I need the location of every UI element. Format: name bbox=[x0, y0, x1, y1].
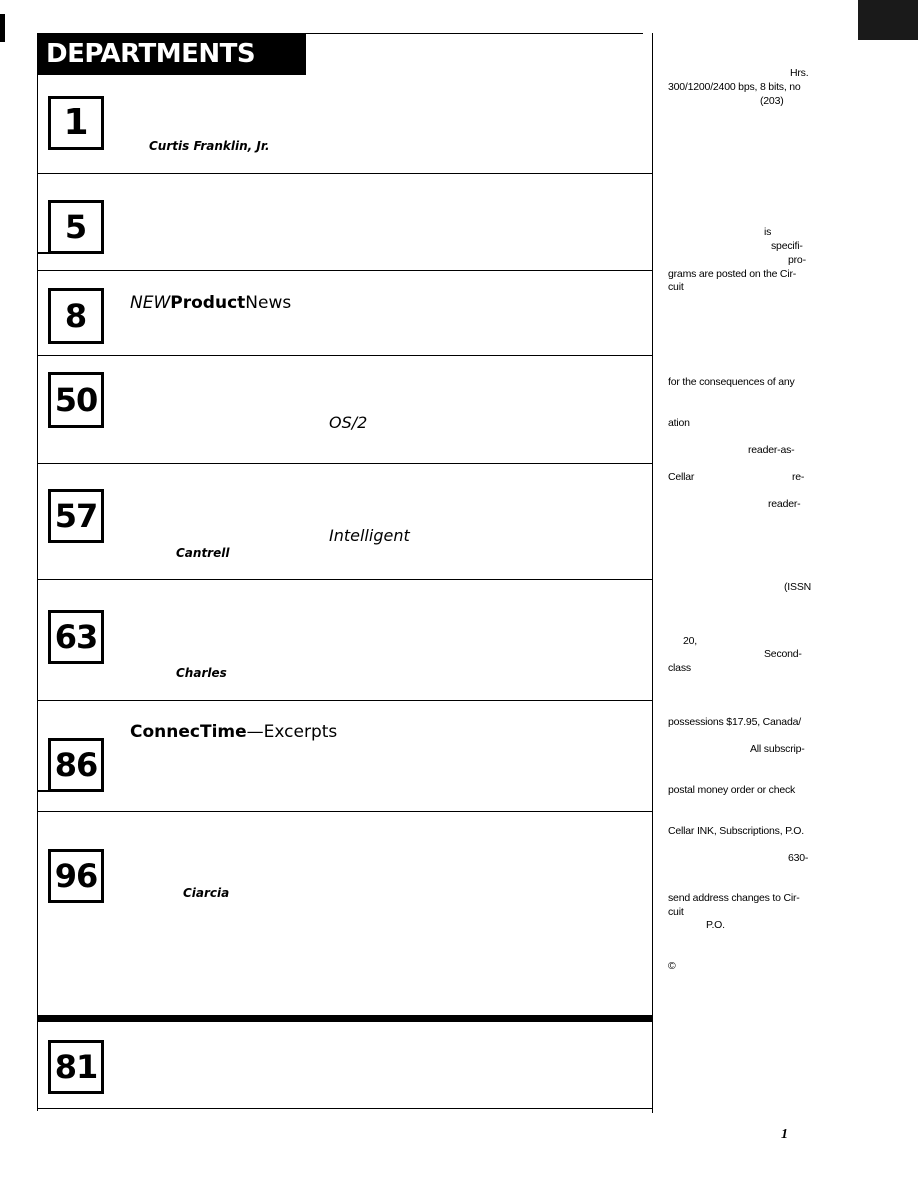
masthead-text: Second- bbox=[764, 648, 802, 660]
masthead-text: reader-as- bbox=[748, 444, 795, 456]
masthead-text: 20, bbox=[683, 635, 697, 647]
masthead-text: All subscrip- bbox=[750, 743, 805, 755]
entry-author: Cantrell bbox=[176, 546, 230, 560]
top-rule bbox=[306, 33, 643, 34]
entry-separator bbox=[38, 700, 652, 701]
page-number-box: 63 bbox=[48, 610, 104, 664]
page-number-box: 8 bbox=[48, 288, 104, 344]
page-number-box: 86 bbox=[48, 738, 104, 792]
masthead-text: reader- bbox=[768, 498, 801, 510]
entry-title: ConnecTime—Excerpts bbox=[130, 722, 338, 742]
entry-author: Ciarcia bbox=[183, 886, 230, 900]
right-rule bbox=[652, 33, 653, 1113]
page-number-box: 5 bbox=[48, 200, 104, 254]
masthead-text: cuit bbox=[668, 906, 684, 918]
masthead-text: grams are posted on the Cir- bbox=[668, 268, 797, 280]
masthead-text: postal money order or check bbox=[668, 784, 796, 796]
masthead-text: 300/1200/2400 bps, 8 bits, no bbox=[668, 81, 801, 93]
masthead-text: Hrs. bbox=[790, 67, 809, 79]
thick-separator bbox=[38, 1015, 652, 1022]
masthead-text: is bbox=[764, 226, 772, 238]
masthead-text: for the consequences of any bbox=[668, 376, 795, 388]
masthead-text: pro- bbox=[788, 254, 806, 266]
entry-fragment: Intelligent bbox=[329, 526, 410, 545]
masthead-text: cuit bbox=[668, 281, 684, 293]
entry-separator bbox=[38, 270, 652, 271]
masthead-text: Cellar bbox=[668, 471, 695, 483]
masthead-text: Cellar INK, Subscriptions, P.O. bbox=[668, 825, 804, 837]
entry-title: NEWProductNews bbox=[130, 293, 292, 313]
masthead-text: 630- bbox=[788, 852, 809, 864]
masthead-text: specifi- bbox=[771, 240, 803, 252]
corner-tab bbox=[858, 0, 918, 40]
copyright-symbol: © bbox=[668, 960, 676, 972]
entry-separator bbox=[38, 355, 652, 356]
masthead-text: possessions $17.95, Canada/ bbox=[668, 716, 801, 728]
page-number-box: 96 bbox=[48, 849, 104, 903]
masthead-text: send address changes to Cir- bbox=[668, 892, 800, 904]
entry-separator bbox=[38, 579, 652, 580]
page-number: 1 bbox=[781, 1127, 788, 1142]
entry-author: Curtis Franklin, Jr. bbox=[149, 139, 270, 153]
section-header: DEPARTMENTS bbox=[38, 33, 306, 75]
bottom-rule bbox=[38, 1108, 652, 1109]
masthead-text: (203) bbox=[760, 95, 784, 107]
masthead-text: re- bbox=[792, 471, 805, 483]
page-number-box: 57 bbox=[48, 489, 104, 543]
page-number-box: 81 bbox=[48, 1040, 104, 1094]
entry-author: Charles bbox=[176, 666, 227, 680]
masthead-text: (ISSN bbox=[784, 581, 812, 593]
left-rule bbox=[37, 33, 38, 1111]
page-number-box: 50 bbox=[48, 372, 104, 428]
entry-separator bbox=[38, 173, 652, 174]
masthead-text: class bbox=[668, 662, 691, 674]
masthead-text: ation bbox=[668, 417, 690, 429]
entry-separator bbox=[38, 463, 652, 464]
masthead-text: P.O. bbox=[706, 919, 725, 931]
margin-mark bbox=[0, 14, 5, 42]
entry-fragment: OS/2 bbox=[329, 413, 368, 432]
page-number-box: 1 bbox=[48, 96, 104, 150]
entry-separator bbox=[38, 811, 652, 812]
